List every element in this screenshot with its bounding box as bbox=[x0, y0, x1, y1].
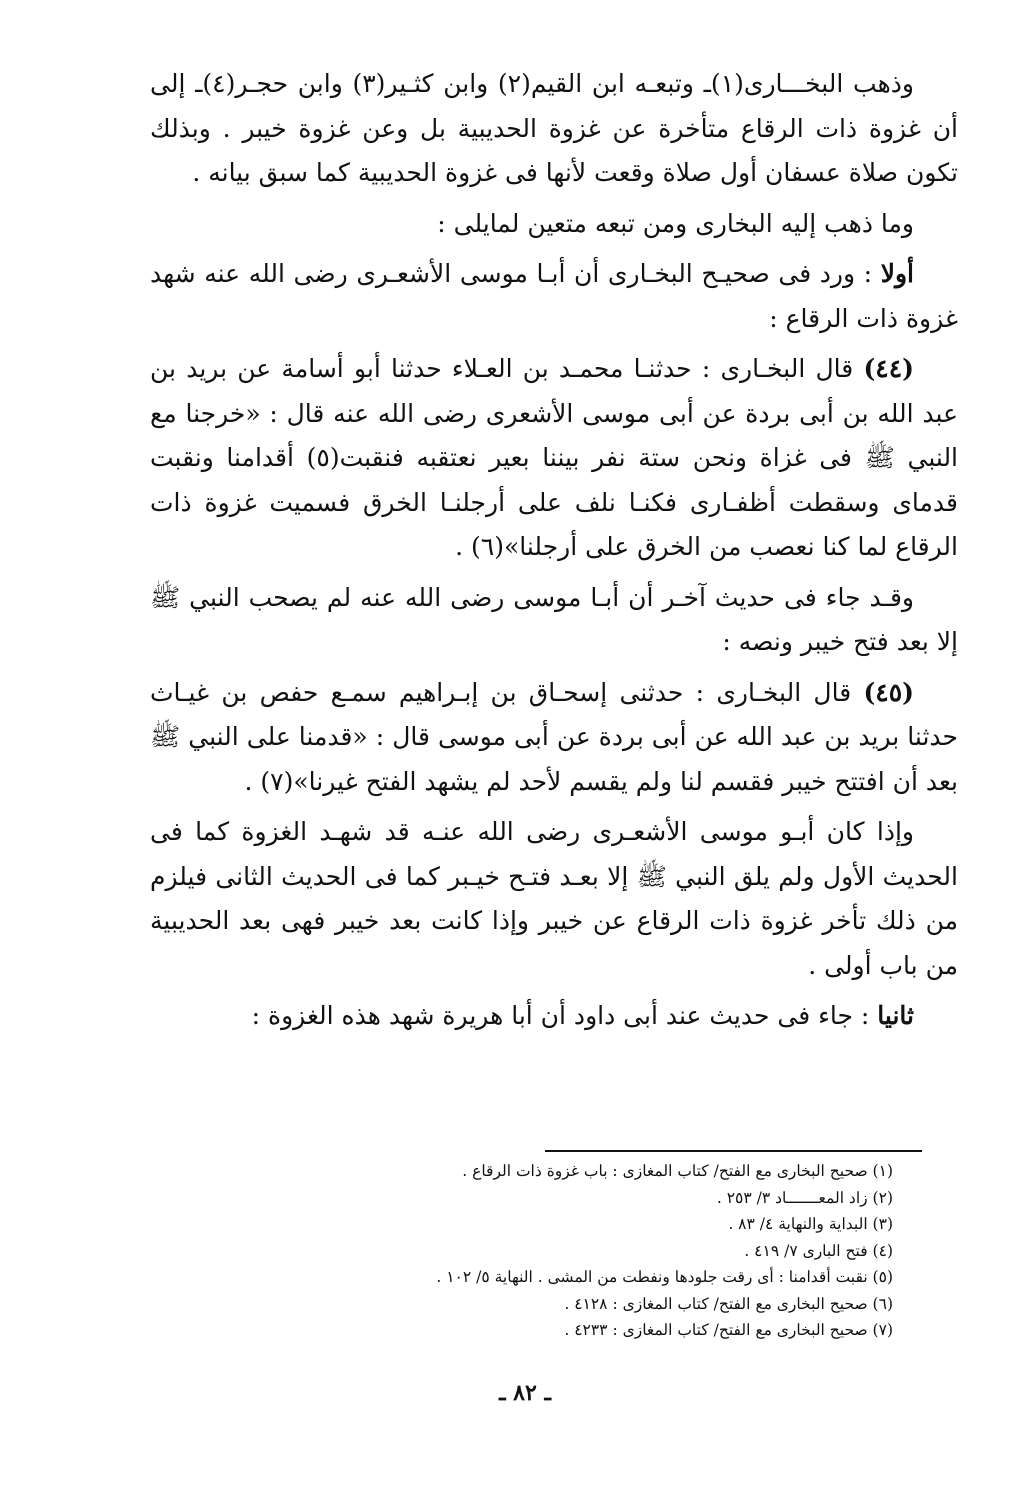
point-heading-second: ثانيا bbox=[877, 1001, 914, 1030]
hadith-44 bbox=[150, 347, 958, 570]
hadith-text: قال البخـارى : حدثنى إسحـاق بن إبـراهيم سمـع حفص بن غيـاث حدثنا بريد بن عبد الله عن أبى بردة عن أبى موسى قال : «قدمنا على النبي ﷺ بعد أن افتتح خيبر فقسم لنا ولم يقسم لأحد لم يشهد الفتح غيرنا»(٧) . bbox=[150, 677, 958, 796]
paragraph-text: وما ذهب إليه البخارى ومن تبعه متعين لمايلى : bbox=[437, 208, 914, 238]
point-heading-first: أولا bbox=[880, 259, 914, 288]
paragraph-first-point bbox=[150, 252, 958, 341]
footnote-item: (٧) صحيح البخارى مع الفتح/ كتاب المغازى : ٤٢٣٣ . bbox=[564, 1321, 893, 1339]
footnote-item: (٦) صحيح البخارى مع الفتح/ كتاب المغازى : ٤١٢٨ . bbox=[564, 1294, 893, 1313]
paragraph-1 bbox=[150, 62, 958, 196]
main-text bbox=[150, 62, 958, 1045]
hadith-number: (٤٤) bbox=[863, 354, 914, 383]
hadith-text: قال البخـارى : حدثنـا محمـد بن العـلاء حدثنا أبو أسامة عن بريد بن عبد الله بن أبى بردة عن أبى موسى الأشعرى رضى الله عنه قال : «خرجنا مع النبي ﷺ فى غزاة ونحن ستة نفر بيننا بعير نعتقبه فنقبت(٥) أقدامنا ونقبت قدماى وسقطت أظفـارى فكنـا نلف على أرجلنـا الخرق فسميت غزوة ذات الرقاع لما كنا نعصب من الخرق على أرجلنا»(٦) . bbox=[150, 354, 959, 561]
footnote-item: (٤) فتح البارى ٧/ ٤١٩ . bbox=[744, 1241, 893, 1260]
footnote-item: (٢) زاد المعـــــــاد ٣/ ٢٥٣ . bbox=[716, 1188, 893, 1207]
paragraph-text: وقـد جاء فى حديث آخـر أن أبـا موسى رضى الله عنه لم يصحب النبي ﷺ إلا بعد فتح خيبر ونصه : bbox=[150, 582, 958, 656]
paragraph-text: : جاء فى حديث عند أبى داود أن أبا هريرة شهد هذه الغزوة : bbox=[251, 1001, 878, 1030]
paragraph-2 bbox=[150, 202, 958, 247]
paragraph-second-point bbox=[150, 994, 958, 1039]
footnote-item: (٥) نقبت أقدامنا : أى رقت جلودها ونفطت من المشى . النهاية ٥/ ١٠٢ . bbox=[436, 1268, 893, 1286]
footnotes bbox=[333, 1158, 893, 1344]
hadith-45 bbox=[150, 671, 958, 805]
paragraph-5 bbox=[150, 576, 958, 665]
paragraph-text: وذهب البخـــارى(١)ـ وتبعـه ابن القيم(٢) وابن كثـير(٣) وابن حجـر(٤)ـ إلى أن غزوة ذات الرقاع متأخرة عن غزوة الحديبية بل وعن غزوة خيبر . وبذلك تكون صلاة عسفان أول صلاة وقعت لأنها فى غزوة الحديبية كما سبق بيانه . bbox=[150, 69, 958, 187]
paragraph-text: وإذا كان أبـو موسى الأشعـرى رضى الله عنـه قد شهـد الغزوة كما فى الحديث الأول ولم يلق النبي ﷺ إلا بعـد فتـح خيـبر كما فى الحديث الثانى فيلزم من ذلك تأخر غزوة ذات الرقاع عن خيبر وإذا كانت بعد خيبر فهى بعد الحديبية من باب أولى . bbox=[150, 817, 959, 980]
paragraph-text: : ورد فى صحيـح البخـارى أن أبـا موسى الأشعـرى رضى الله عنه شهد غزوة ذات الرقاع : bbox=[150, 259, 958, 333]
footnote-item: (٣) البداية والنهاية ٤/ ٨٣ . bbox=[728, 1215, 893, 1233]
page-number: ـ ٨٢ ـ bbox=[499, 1380, 551, 1406]
hadith-number: (٤٥) bbox=[863, 677, 914, 707]
footnote-separator bbox=[545, 1150, 922, 1152]
footnote-item: (١) صحيح البخارى مع الفتح/ كتاب المغازى : باب غزوة ذات الرقاع . bbox=[462, 1162, 893, 1180]
paragraph-7 bbox=[150, 810, 958, 988]
